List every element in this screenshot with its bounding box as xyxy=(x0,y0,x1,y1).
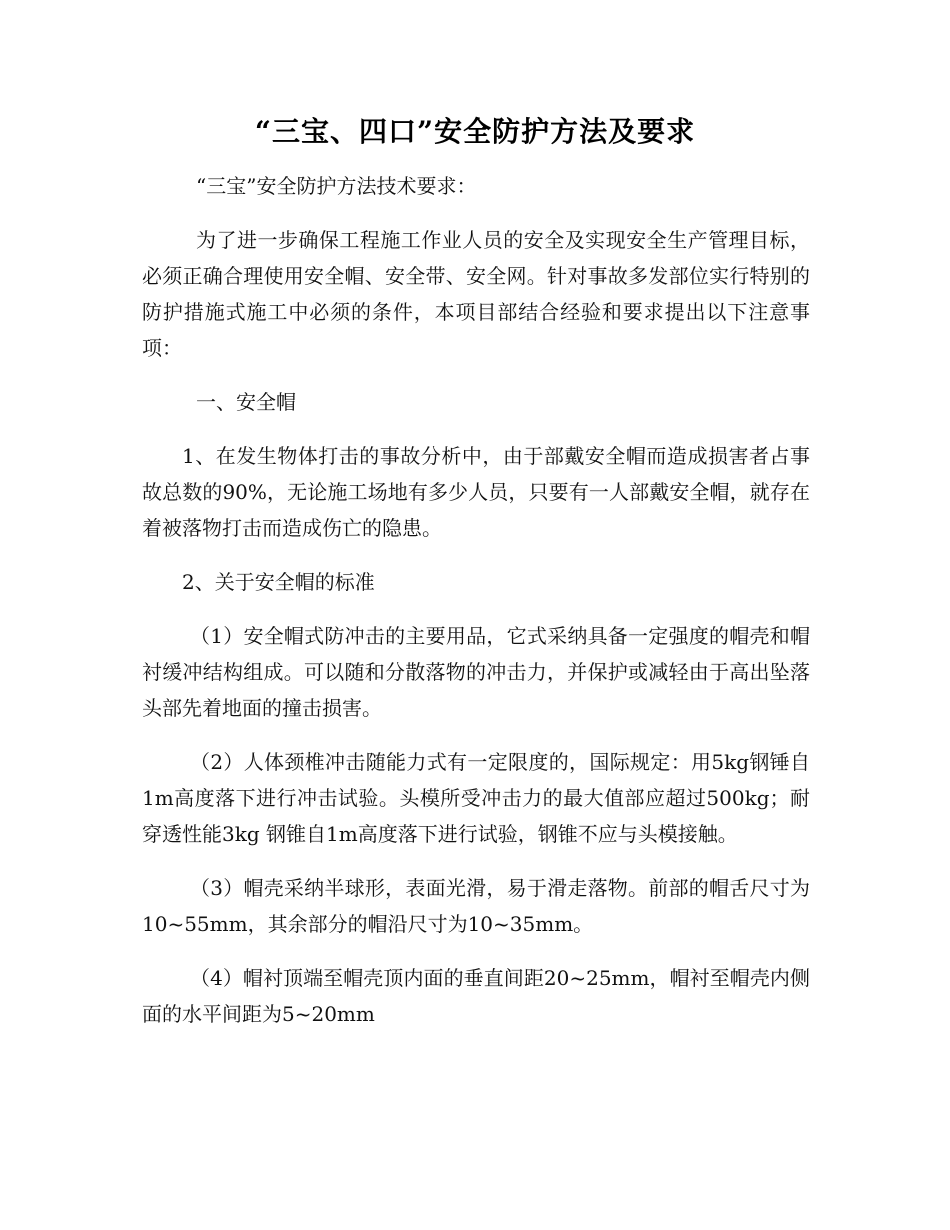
paragraph-item-2: 2、关于安全帽的标准 xyxy=(182,570,375,594)
section-heading-three-treasures: “三宝”安全防护方法技术要求： xyxy=(196,174,477,198)
paragraph-subitem-3: （3）帽壳采纳半球形，表面光滑，易于滑走落物。前部的帽舌尺寸为10~55mm，其余部分的帽沿尺寸为10~35mm。 xyxy=(142,876,810,936)
paragraph-subitem-1: （1）安全帽式防冲击的主要用品，它式采纳具备一定强度的帽壳和帽衬缓冲结构组成。可以随和分散落物的冲击力，并保护或减轻由于高出坠落头部先着地面的撞击损害。 xyxy=(142,624,810,720)
section-heading-safety-helmet: 一、安全帽 xyxy=(196,390,296,414)
intro-paragraph: 为了进一步确保工程施工作业人员的安全及实现安全生产管理目标，必须正确合理使用安全帽、安全带、安全网。针对事故多发部位实行特别的防护措施式施工中必须的条件，本项目部结合经验和要求提出以下注意事项： xyxy=(142,228,810,360)
paragraph-subitem-4: （4）帽衬顶端至帽壳顶内面的垂直间距20~25mm，帽衬至帽壳内侧面的水平间距为5~20mm xyxy=(142,966,810,1026)
document-title: “三宝、四口”安全防护方法及要求 xyxy=(254,115,696,148)
paragraph-item-1: 1、在发生物体打击的事故分析中，由于部戴安全帽而造成损害者占事故总数的90%，无论施工场地有多少人员，只要有一人部戴安全帽，就存在着被落物打击而造成伤亡的隐患。 xyxy=(142,444,810,540)
document-body xyxy=(142,168,810,1050)
paragraph-subitem-2: （2）人体颈椎冲击随能力式有一定限度的，国际规定：用5kg钢锤自1m高度落下进行冲击试验。头模所受冲击力的最大值部应超过500kg；耐穿透性能3kg 钢锥自1m高度落下进行试验，钢锥不应与头模接触。 xyxy=(142,750,810,846)
